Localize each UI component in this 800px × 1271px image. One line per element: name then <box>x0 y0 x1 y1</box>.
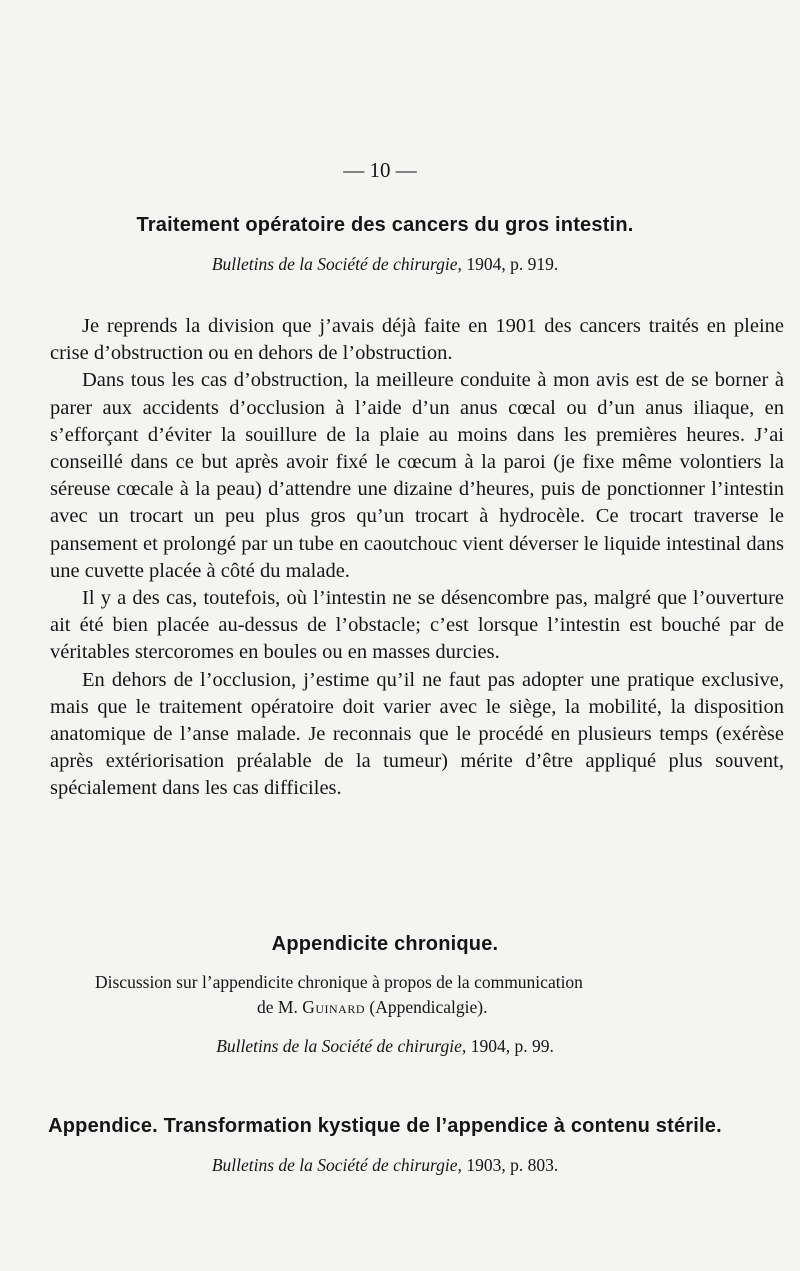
page-number: — 10 — <box>343 158 417 182</box>
discussion-line-2 <box>95 995 691 1020</box>
reference-details: 1903, p. 803. <box>461 1155 559 1175</box>
reference-details: 1904, p. 99. <box>466 1036 554 1056</box>
section-title-appendice: Appendice. Transformation kystique de l’appendice à contenu stérile. <box>48 1115 722 1137</box>
discussion-prefix: de M. <box>257 997 303 1017</box>
section-reference-appendicite <box>0 1036 770 1057</box>
discussion-note <box>95 970 691 1020</box>
discussion-line-1: Discussion sur l’appendicite chronique à propos de la communication <box>95 972 583 992</box>
reference-journal: Bulletins de la Société de chirurgie, <box>216 1036 467 1056</box>
discussion-author: Guinard <box>302 997 366 1017</box>
section-title-cancers: Traitement opératoire des cancers du gros intestin. <box>136 214 634 236</box>
section-reference-appendice <box>0 1155 770 1176</box>
section-body-cancers <box>50 313 784 803</box>
reference-journal: Bulletins de la Société de chirurgie, <box>211 254 462 274</box>
section-title-appendicite: Appendicite chronique. <box>271 933 499 955</box>
paragraph: Dans tous les cas d’obstruction, la meilleure conduite à mon avis est de se borner à parer aux accidents d’occlusion à l’aide d’un anus cœcal ou d’un anus iliaque, en s’efforçant d’éviter la souillure de la plaie au moins dans les premières heures. J’ai conseillé dans ce but après avoir fixé le cœcum à la paroi (je fixe même volontiers la séreuse cœcale à la peau) d’attendre une dizaine d’heures, puis de ponctionner l’intestin avec un trocart un peu plus gros qu’un trocart à hydrocèle. Ce trocart traverse le pansement et prolongé par un tube en caoutchouc vient déverser le liquide intestinal dans une cuvette placée à côté du malade. <box>50 369 784 582</box>
discussion-suffix: (Appendicalgie). <box>365 997 488 1017</box>
paragraph: Je reprends la division que j’avais déjà faite en 1901 des cancers traités en pleine crise d’obstruction ou en dehors de l’obstruction. <box>50 315 784 365</box>
paragraph: En dehors de l’occlusion, j’estime qu’il ne faut pas adopter une pratique exclusive, mais que le traitement opératoire doit varier avec le siège, la mobilité, la disposition anatomique de l’anse malade. Je reconnais que le procédé en plusieurs temps (exérèse après extériorisation préalable de la tumeur) mérite d’être appliqué plus souvent, spécialement dans les cas difficiles. <box>50 668 784 800</box>
paragraph: Il y a des cas, toutefois, où l’intestin ne se désencombre pas, malgré que l’ouverture ait été bien placée au-dessus de l’obstacle; c’est lorsque l’intestin est bouché par de véritables stercoromes en boules ou en masses durcies. <box>50 587 784 664</box>
reference-journal: Bulletins de la Société de chirurgie, <box>211 1155 462 1175</box>
reference-details: 1904, p. 919. <box>461 254 559 274</box>
section-reference-cancers <box>0 254 770 275</box>
